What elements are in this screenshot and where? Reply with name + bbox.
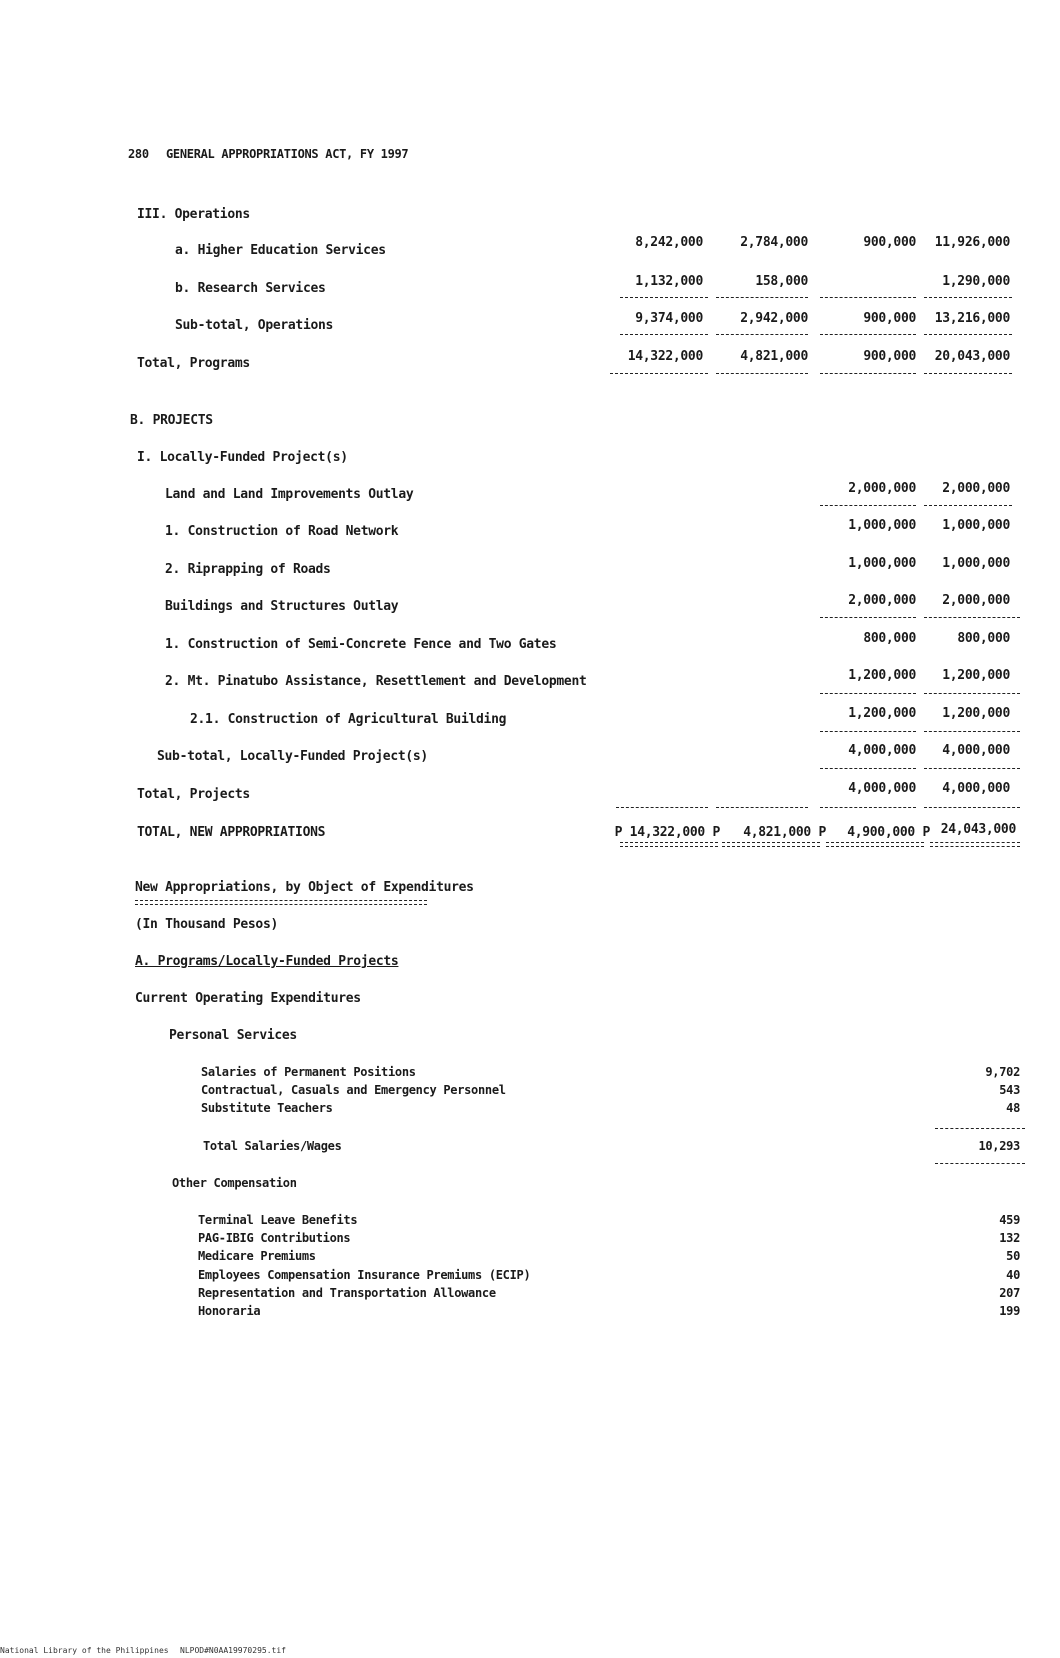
cell-value: 2,942,000 — [740, 311, 808, 326]
cell-value: 1,000,000 — [942, 556, 1010, 571]
objects-title: New Appropriations, by Object of Expenditures — [135, 880, 474, 895]
total-salaries-value: 10,293 — [978, 1139, 1020, 1153]
cell-value: 800,000 — [957, 631, 1010, 646]
rule — [820, 807, 916, 808]
other-item-value: 40 — [1006, 1268, 1020, 1282]
cell-value: 1,290,000 — [942, 274, 1010, 289]
rule — [924, 731, 1020, 732]
double-rule — [620, 842, 718, 847]
other-item-label: Medicare Premiums — [198, 1249, 316, 1263]
page-number: 280 — [128, 147, 149, 161]
double-rule — [826, 842, 924, 847]
grand-total-c2: 4,821,000 P — [743, 825, 826, 840]
grand-total-c1: P 14,322,000 P — [614, 825, 720, 840]
other-compensation-heading: Other Compensation — [172, 1176, 297, 1190]
rule — [620, 334, 708, 335]
current-expenditures-heading: Current Operating Expenditures — [135, 991, 361, 1006]
cell-value: 4,000,000 — [942, 743, 1010, 758]
row-label: b. Research Services — [175, 281, 326, 296]
salary-item-label: Substitute Teachers — [201, 1101, 333, 1115]
other-item-label: PAG-IBIG Contributions — [198, 1231, 351, 1245]
cell-value: 1,000,000 — [942, 518, 1010, 533]
other-item-label: Honoraria — [198, 1304, 261, 1318]
rule — [820, 297, 916, 298]
cell-value: 2,000,000 — [942, 593, 1010, 608]
rule — [820, 334, 916, 335]
cell-value: 8,242,000 — [635, 235, 703, 250]
personal-services-heading: Personal Services — [169, 1028, 297, 1043]
rule — [820, 768, 916, 769]
page-header-title: GENERAL APPROPRIATIONS ACT, FY 1997 — [166, 147, 409, 161]
cell-value: 13,216,000 — [934, 311, 1010, 326]
cell-value: 11,926,000 — [934, 235, 1010, 250]
grand-total-c3: 4,900,000 P — [847, 825, 930, 840]
rule — [924, 373, 1012, 374]
salary-item-label: Contractual, Casuals and Emergency Personnel — [201, 1083, 506, 1097]
row-label: Sub-total, Locally-Funded Project(s) — [157, 749, 428, 764]
cell-value: 1,200,000 — [848, 668, 916, 683]
projects-subheading: I. Locally-Funded Project(s) — [137, 450, 348, 465]
cell-value: 900,000 — [863, 349, 916, 364]
row-label: Total, Projects — [137, 787, 250, 802]
rule — [820, 373, 916, 374]
cell-value: 900,000 — [863, 235, 916, 250]
salary-item-value: 9,702 — [985, 1065, 1020, 1079]
cell-value: 1,000,000 — [848, 556, 916, 571]
rule — [820, 693, 916, 694]
row-label: a. Higher Education Services — [175, 243, 386, 258]
salary-item-value: 543 — [999, 1083, 1020, 1097]
other-item-value: 199 — [999, 1304, 1020, 1318]
salary-item-value: 48 — [1006, 1101, 1020, 1115]
row-label: 2. Riprapping of Roads — [165, 562, 331, 577]
rule — [924, 297, 1012, 298]
total-salaries-label: Total Salaries/Wages — [203, 1139, 342, 1153]
rule — [820, 617, 916, 618]
rule — [924, 693, 1020, 694]
rule — [935, 1128, 1025, 1129]
title-double-underline — [135, 900, 427, 905]
rule — [935, 1163, 1025, 1164]
rule — [924, 617, 1020, 618]
other-item-value: 132 — [999, 1231, 1020, 1245]
rule — [924, 768, 1020, 769]
cell-value: 4,000,000 — [848, 743, 916, 758]
rule — [924, 505, 1012, 506]
row-label: 1. Construction of Semi-Concrete Fence and Two Gates — [165, 637, 557, 652]
grand-total-c4: 24,043,000 — [940, 822, 1016, 837]
section-heading: A. Programs/Locally-Funded Projects — [135, 954, 399, 969]
rule — [820, 731, 916, 732]
cell-value: 2,784,000 — [740, 235, 808, 250]
cell-value: 14,322,000 — [627, 349, 703, 364]
cell-value: 4,821,000 — [740, 349, 808, 364]
rule — [620, 297, 708, 298]
rule — [716, 373, 808, 374]
other-item-label: Representation and Transportation Allowance — [198, 1286, 496, 1300]
other-item-label: Employees Compensation Insurance Premiums (ECIP) — [198, 1268, 531, 1282]
double-rule — [722, 842, 820, 847]
unit-note: (In Thousand Pesos) — [135, 917, 279, 932]
row-label: Sub-total, Operations — [175, 318, 334, 333]
rule — [716, 334, 808, 335]
rule — [820, 505, 916, 506]
operations-heading: III. Operations — [137, 207, 250, 222]
row-label: 2.1. Construction of Agricultural Building — [190, 712, 507, 727]
cell-value: 900,000 — [863, 311, 916, 326]
cell-value: 1,200,000 — [942, 668, 1010, 683]
other-item-value: 50 — [1006, 1249, 1020, 1263]
rule — [716, 297, 808, 298]
cell-value: 1,200,000 — [848, 706, 916, 721]
cell-value: 2,000,000 — [848, 481, 916, 496]
row-label: Total, Programs — [137, 356, 250, 371]
footer-file: NLPOD#N0AA19970295.tif — [180, 1646, 286, 1655]
row-label: Land and Land Improvements Outlay — [165, 487, 414, 502]
other-item-value: 207 — [999, 1286, 1020, 1300]
double-rule — [930, 842, 1020, 847]
rule — [924, 334, 1012, 335]
grand-total-label: TOTAL, NEW APPROPRIATIONS — [137, 825, 326, 840]
rule — [924, 807, 1020, 808]
cell-value: 1,200,000 — [942, 706, 1010, 721]
other-item-value: 459 — [999, 1213, 1020, 1227]
cell-value: 4,000,000 — [942, 781, 1010, 796]
salary-item-label: Salaries of Permanent Positions — [201, 1065, 416, 1079]
row-label: 2. Mt. Pinatubo Assistance, Resettlement and Development — [165, 674, 587, 689]
rule — [716, 807, 808, 808]
footer-library: National Library of the Philippines — [0, 1646, 169, 1655]
cell-value: 20,043,000 — [934, 349, 1010, 364]
cell-value: 2,000,000 — [942, 481, 1010, 496]
rule — [616, 807, 708, 808]
row-label: Buildings and Structures Outlay — [165, 599, 399, 614]
other-item-label: Terminal Leave Benefits — [198, 1213, 358, 1227]
row-label: 1. Construction of Road Network — [165, 524, 399, 539]
cell-value: 2,000,000 — [848, 593, 916, 608]
cell-value: 1,000,000 — [848, 518, 916, 533]
cell-value: 4,000,000 — [848, 781, 916, 796]
projects-heading: B. PROJECTS — [130, 413, 213, 428]
cell-value: 158,000 — [755, 274, 808, 289]
rule — [610, 373, 708, 374]
cell-value: 9,374,000 — [635, 311, 703, 326]
cell-value: 800,000 — [863, 631, 916, 646]
cell-value: 1,132,000 — [635, 274, 703, 289]
